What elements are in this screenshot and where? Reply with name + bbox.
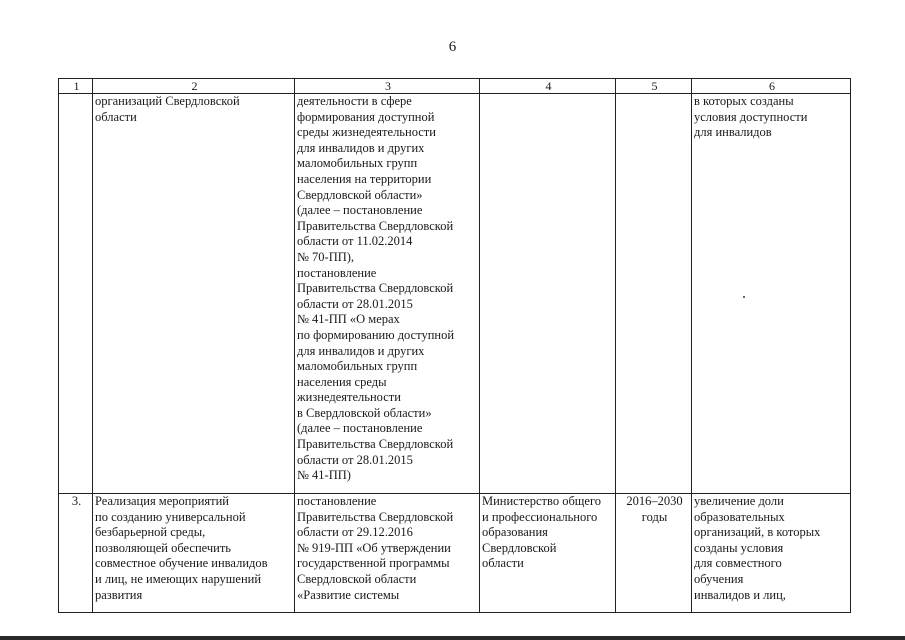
text-line: созданы условия [694, 540, 784, 555]
text-line: и лиц, не имеющих нарушений [95, 571, 262, 586]
text-line: безбарьерной среды, [95, 525, 206, 540]
text-line: № 919-ПП «Об утверждении [297, 540, 451, 555]
text-line: Свердловской [482, 540, 557, 555]
measures-table [58, 78, 851, 613]
text-line: инвалидов и лиц, [694, 587, 786, 602]
text-line: Правительства Свердловской [297, 509, 454, 524]
text-line: для инвалидов [694, 125, 772, 140]
text-line: увеличение доли [694, 494, 784, 508]
cell-measure-name [93, 94, 295, 494]
text-line: Свердловской области» [297, 187, 423, 202]
text-line: организаций Свердловской [95, 94, 240, 108]
text-line: годы [641, 509, 668, 524]
text-line: для инвалидов и других [297, 343, 425, 358]
page-bottom-edge [0, 636, 905, 640]
text-line: постановление [297, 265, 377, 280]
cell-period [616, 94, 692, 494]
text-line: Правительства Свердловской [297, 281, 454, 296]
text-line: «Развитие системы [297, 587, 400, 602]
cell-legal-basis [295, 494, 480, 613]
header-col-3: 3 [295, 79, 480, 94]
text-line: государственной программы [297, 556, 450, 571]
cell-measure-name [93, 494, 295, 613]
text-line: области [482, 556, 524, 571]
text-line: маломобильных групп [297, 359, 418, 374]
text-line: области от 28.01.2015 [297, 296, 413, 311]
table-row-continuation [59, 94, 851, 494]
text-line: населения среды [297, 374, 387, 389]
header-col-4: 4 [480, 79, 616, 94]
text-line: формирования доступной [297, 109, 435, 124]
cell-period [616, 494, 692, 613]
text-line: населения на территории [297, 171, 432, 186]
text-line: позволяющей обеспечить [95, 540, 232, 555]
text-line: маломобильных групп [297, 156, 418, 171]
text-line: области от 11.02.2014 [297, 234, 413, 249]
text-line: жизнедеятельности [297, 390, 401, 405]
scan-speck [743, 296, 745, 298]
cell-number: 3. [59, 494, 93, 613]
text-line: Министерство общего [482, 494, 602, 508]
text-line: деятельности в сфере [297, 94, 412, 108]
text-line: образования [482, 525, 548, 540]
text-line: условия доступности [694, 109, 808, 124]
cell-expected-result [692, 494, 851, 613]
text-line: по созданию универсальной [95, 509, 246, 524]
cell-executor [480, 494, 616, 613]
cell-expected-result [692, 94, 851, 494]
text-line: образовательных [694, 509, 785, 524]
text-line: Свердловской области [297, 571, 417, 586]
text-line: области [95, 109, 137, 124]
text-line: по формированию доступной [297, 327, 455, 342]
text-line: среды жизнедеятельности [297, 125, 436, 140]
table-row-3 [59, 494, 851, 613]
text-line: организаций, в которых [694, 525, 821, 540]
header-col-6: 6 [692, 79, 851, 94]
text-line: (далее – постановление [297, 203, 423, 218]
text-line: для совместного [694, 556, 782, 571]
text-line: (далее – постановление [297, 421, 423, 436]
page-number: 6 [448, 39, 457, 55]
cell-executor [480, 94, 616, 494]
text-line: № 41-ПП) [297, 468, 351, 483]
header-col-5: 5 [616, 79, 692, 94]
text-line: 2016–2030 [626, 494, 683, 508]
text-line: Правительства Свердловской [297, 437, 454, 452]
cell-legal-basis [295, 94, 480, 494]
text-line: Реализация мероприятий [95, 494, 229, 508]
cell-number [59, 94, 93, 494]
text-line: совместное обучение инвалидов [95, 556, 268, 571]
text-line: области от 29.12.2016 [297, 525, 413, 540]
text-line: обучения [694, 571, 744, 586]
text-line: постановление [297, 494, 377, 508]
table-header-row [59, 79, 851, 94]
text-line: Правительства Свердловской [297, 218, 454, 233]
text-line: № 70-ПП), [297, 249, 355, 264]
header-col-1: 1 [59, 79, 93, 94]
text-line: области от 28.01.2015 [297, 452, 413, 467]
text-line: № 41-ПП «О мерах [297, 312, 400, 327]
text-line: в которых созданы [694, 94, 794, 108]
text-line: для инвалидов и других [297, 140, 425, 155]
text-line: развития [95, 587, 143, 602]
header-col-2: 2 [93, 79, 295, 94]
text-line: в Свердловской области» [297, 405, 432, 420]
text-line: и профессионального [482, 509, 598, 524]
